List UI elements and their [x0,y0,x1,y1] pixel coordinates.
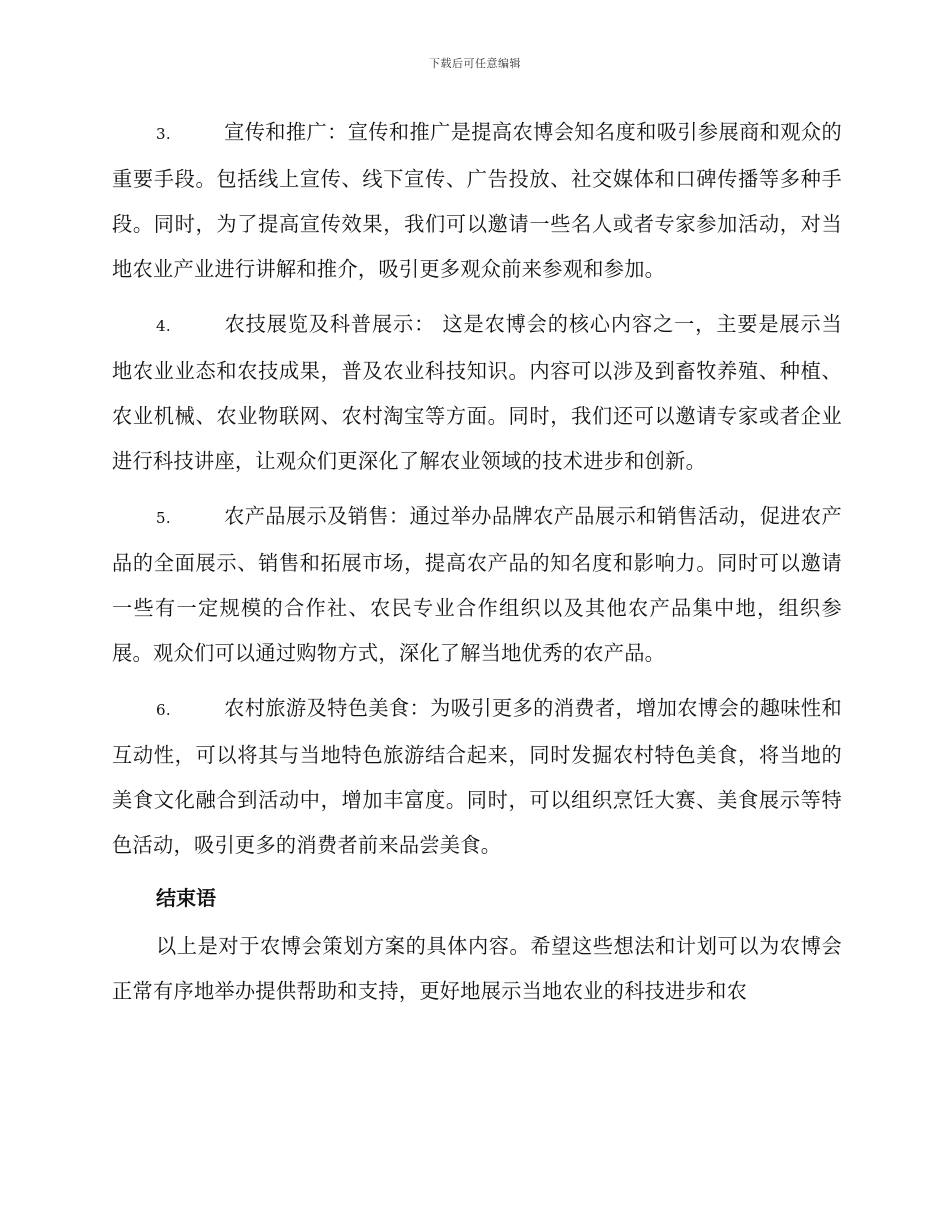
document-body [112,110,842,1024]
section-6-text: 农村旅游及特色美食：为吸引更多的消费者，增加农博会的趣味性和互动性，可以将其与当地特色旅游结合起来，同时发掘农村特色美食，将当地的美食文化融合到活动中，增加丰富度。同时，可以组织烹饪大赛、美食展示等特色活动，吸引更多的消费者前来品尝美食。 [112,696,842,857]
section-4-paragraph [112,302,842,484]
conclusion-paragraph: 以上是对于农博会策划方案的具体内容。希望这些想法和计划可以为农博会正常有序地举办提供帮助和支持，更好地展示当地农业的科技进步和农 [112,934,842,1003]
section-4-text: 农技展览及科普展示： 这是农博会的核心内容之一，主要是展示当地农业业态和农技成果，普及农业科技知识。内容可以涉及到畜牧养殖、种植、农业机械、农业物联网、农村淘宝等方面。同时，我们还可以邀请专家或者企业进行科技讲座，让观众们更深化了解农业领域的技术进步和创新。 [112,312,842,473]
section-6-number: 6. [156,701,171,719]
section-3-paragraph [112,110,842,292]
section-5-text: 农产品展示及销售：通过举办品牌农产品展示和销售活动，促进农产品的全面展示、销售和拓展市场，提高农产品的知名度和影响力。同时可以邀请一些有一定规模的合作社、农民专业合作组织以及其他农产品集中地，组织参展。观众们可以通过购物方式，深化了解当地优秀的农产品。 [112,504,842,665]
section-3-text: 宣传和推广：宣传和推广是提高农博会知名度和吸引参展商和观众的重要手段。包括线上宣传、线下宣传、广告投放、社交媒体和口碑传播等多种手段。同时，为了提高宣传效果，我们可以邀请一些名人或者专家参加活动，对当地农业产业进行讲解和推介，吸引更多观众前来参观和参加。 [112,120,842,281]
section-5-number: 5. [156,509,171,527]
section-5-paragraph [112,494,842,676]
page-header: 下载后可任意编辑 [429,57,521,70]
section-4-number: 4. [156,317,171,335]
conclusion-heading: 结束语 [156,886,216,910]
section-6-paragraph [112,686,842,868]
section-3-number: 3. [156,125,171,143]
